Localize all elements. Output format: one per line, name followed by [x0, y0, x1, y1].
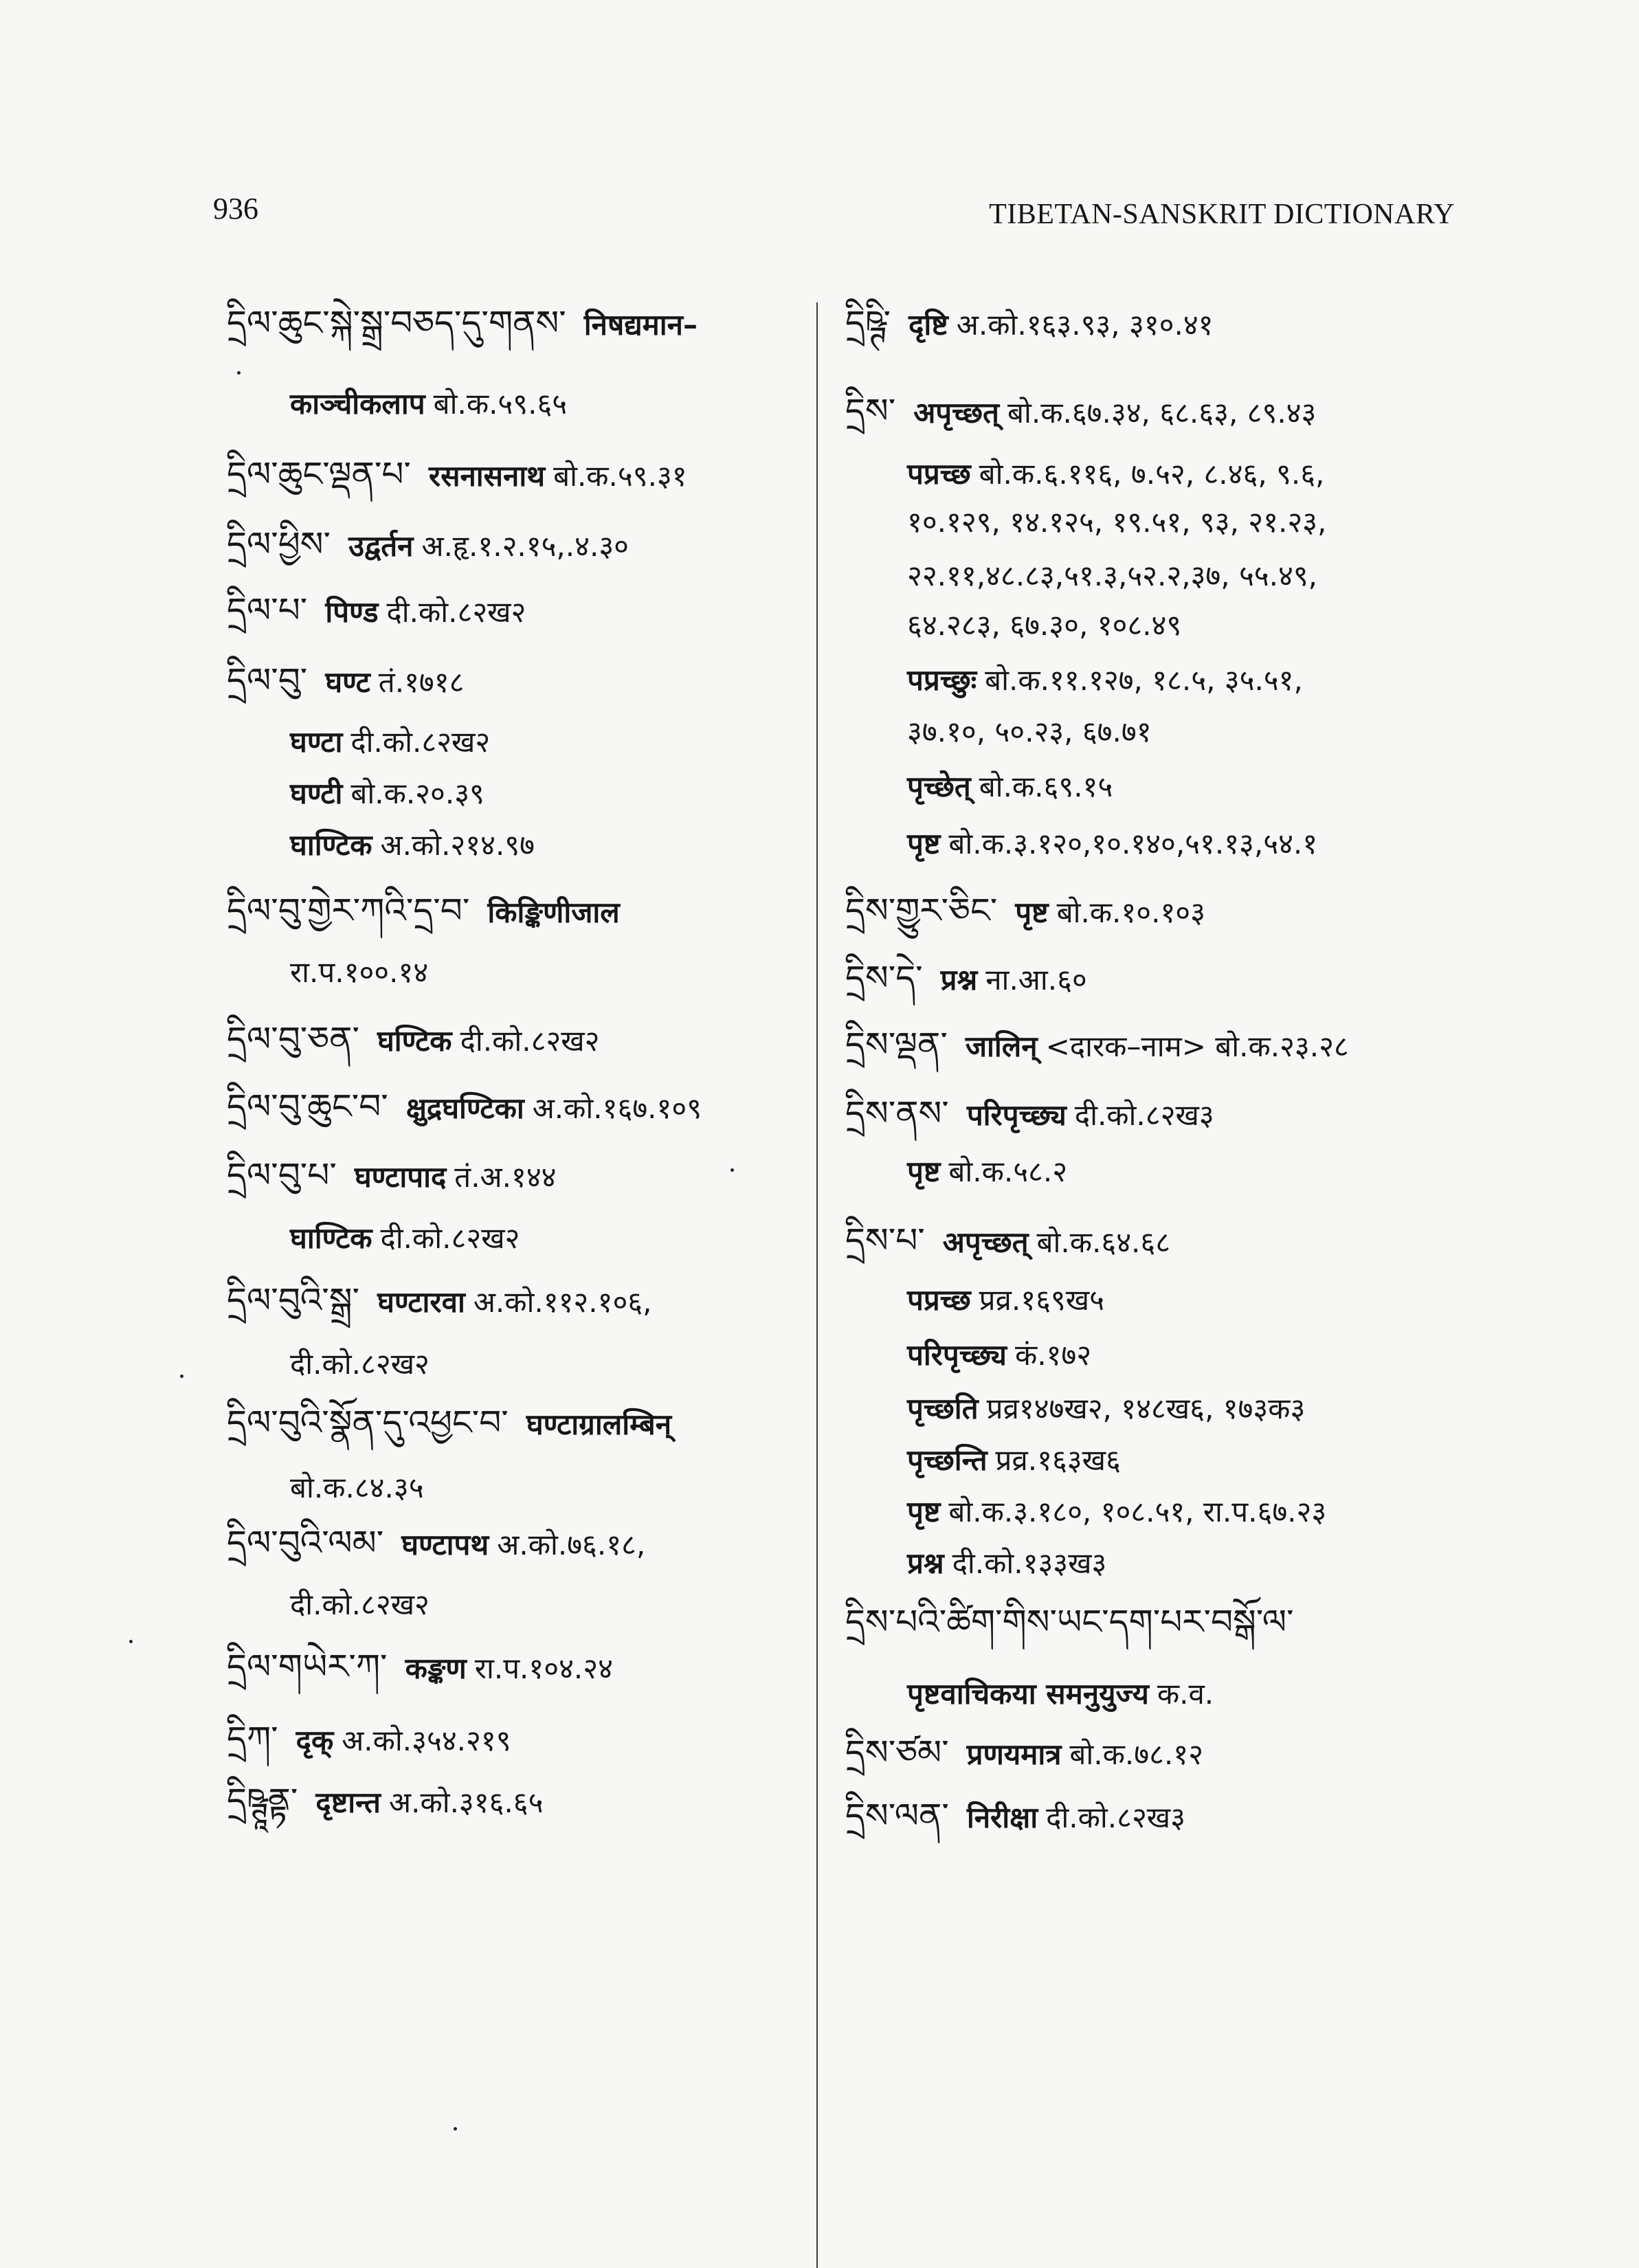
source-reference: बो.क.३.१८०, १०८.५१, रा.प.६७.२३ [948, 1495, 1327, 1528]
source-reference: प्रव्र.१६३ख६ [995, 1443, 1121, 1477]
sanskrit-equivalent: घाण्टिक [290, 1221, 372, 1255]
entry-continuation [907, 1151, 1067, 1192]
entry-continuation [290, 952, 428, 993]
entry-continuation [290, 383, 567, 425]
source-reference: तं.१७१८ [378, 665, 465, 699]
sanskrit-equivalent: पृष्ट [1015, 896, 1049, 929]
tibetan-headword: དྲིལ་བུའི་སྣོན་དུ་འཕྱང་བ་ [227, 1403, 509, 1443]
sanskrit-equivalent: घण्ट [325, 665, 370, 699]
dictionary-entry [845, 390, 1316, 432]
dictionary-entry [845, 1220, 1170, 1261]
scan-speck [731, 1168, 734, 1172]
source-reference: दी.को.८२ख२ [380, 1221, 520, 1255]
source-reference: २२.११,४८.८३,५१.३,५२.२,३७, ५५.४९, [907, 559, 1318, 592]
sanskrit-equivalent: पृच्छति [907, 1392, 979, 1425]
sanskrit-equivalent: उद्वर्तन [348, 529, 414, 563]
entry-continuation [907, 1280, 1104, 1321]
sanskrit-equivalent: अपृच्छत् [942, 1225, 1029, 1259]
sanskrit-equivalent: पृच्छन्ति [907, 1443, 988, 1477]
tibetan-headword: དྲིཥྚཱནྟ་ [227, 1781, 298, 1821]
entry-continuation [290, 1467, 424, 1509]
source-reference: ना.आ.६० [985, 963, 1087, 997]
page-number: 936 [213, 192, 258, 225]
sanskrit-equivalent: घाण्टिक [290, 828, 372, 862]
sanskrit-equivalent: पृष्ट [907, 1155, 941, 1188]
sanskrit-equivalent: घण्टापाद [354, 1160, 447, 1194]
sanskrit-equivalent: निरीक्षा [966, 1801, 1038, 1834]
sanskrit-equivalent: पप्रच्छ [907, 457, 971, 491]
source-reference: रा.प.१००.१४ [290, 955, 429, 989]
entry-continuation [290, 722, 490, 763]
tibetan-headword: དྲིས་ལན་ [845, 1796, 949, 1836]
source-reference: बो.क.३.१२०,१०.१४०,५१.१३,५४.१ [948, 827, 1318, 860]
dictionary-entry [227, 1718, 511, 1759]
source-reference: दी.को.८२ख२ [290, 1588, 430, 1621]
source-reference: बो.क.६९.१५ [979, 770, 1113, 803]
source-reference: रा.प.१०४.२४ [474, 1652, 613, 1685]
sanskrit-equivalent: रसनासनाथ [428, 459, 546, 493]
sanskrit-equivalent: निषद्यमान– [583, 308, 698, 342]
sanskrit-equivalent: पृच्छेत् [907, 770, 971, 803]
sanskrit-equivalent: परिपृच्छ्य [907, 1338, 1007, 1372]
tibetan-headword: དྲིལ་བུ་ཅན་ [227, 1019, 359, 1059]
sanskrit-equivalent: किङ्किणीजाल [487, 896, 620, 929]
source-reference: बो.क.८४.३५ [290, 1471, 424, 1504]
scan-speck [237, 371, 241, 375]
tibetan-headword: དྲིས་ [845, 391, 896, 431]
entry-continuation [907, 1440, 1121, 1481]
sanskrit-equivalent: अपृच्छत् [913, 396, 999, 430]
entry-continuation [907, 711, 1152, 753]
tibetan-headword: དྲིས་ལྡན་ [845, 1025, 948, 1065]
source-reference: प्रव्र.१६९ख५ [979, 1283, 1104, 1317]
source-reference: दी.को.८२ख२ [460, 1024, 600, 1058]
dictionary-entry [227, 660, 464, 701]
entry-continuation [907, 660, 1303, 701]
source-reference: दी.को.१३३ख३ [952, 1546, 1107, 1580]
source-reference: बो.क.५९.३१ [553, 459, 687, 493]
tibetan-headword: དྲིཥྚི་ [845, 303, 891, 343]
dictionary-entry [845, 302, 1214, 344]
sanskrit-equivalent: दृष्टि [908, 308, 948, 342]
sanskrit-equivalent: घण्टारवा [377, 1285, 465, 1319]
tibetan-headword: དྲིལ་ཕྱིས་ [227, 524, 331, 564]
tibetan-headword: དྲིལ་གཡེར་ཀ་ [227, 1647, 388, 1687]
sanskrit-equivalent: घण्टिक [377, 1024, 452, 1058]
entry-continuation [290, 1344, 430, 1385]
source-reference: दी.को.८२ख३ [1046, 1801, 1186, 1834]
dictionary-entry [227, 1402, 680, 1443]
source-reference: अ.को.१६७.१०९ [532, 1091, 702, 1125]
sanskrit-equivalent: प्रश्न [940, 963, 978, 997]
tibetan-headword: དྲིལ་བུ་པ་ [227, 1155, 337, 1195]
source-reference: दी.को.८२ख२ [350, 725, 491, 759]
column-divider [816, 302, 818, 2268]
source-reference: बो.क.५९.६५ [433, 387, 568, 421]
source-reference: बो.क.६.११६, ७.५२, ८.४६, ९.६, [979, 457, 1325, 491]
dictionary-entry [227, 1155, 557, 1196]
entry-continuation [907, 766, 1113, 808]
source-reference: अ.को.१६३.९३, ३१०.४१ [956, 308, 1214, 342]
sanskrit-equivalent: घण्टाग्रालम्बिन् [526, 1408, 672, 1441]
tibetan-headword: དྲིལ་པ་ [227, 590, 308, 630]
sanskrit-equivalent: दृक् [296, 1724, 334, 1757]
sanskrit-equivalent: पृष्टवाचिकया समनुयुज्य [907, 1677, 1149, 1711]
tibetan-headword: དྲིལ་བུ་ཆུང་བ་ [227, 1087, 388, 1126]
entry-continuation [907, 1388, 1305, 1430]
dictionary-entry [227, 590, 526, 631]
dictionary-entry [845, 1601, 1312, 1643]
tibetan-headword: དྲིལ་ཆུང་སྐེ་སྒྲ་བཅད་དུ་གནས་ [227, 303, 566, 343]
dictionary-entry [227, 454, 687, 495]
source-reference: दी.को.८२ख२ [290, 1347, 430, 1381]
entry-continuation [907, 555, 1317, 597]
tibetan-headword: དྲིལ་བུའི་ལམ་ [227, 1523, 384, 1563]
source-reference: ६४.२८३, ६७.३०, १०८.४९ [907, 608, 1182, 642]
source-reference: बो.क.७८.१२ [1069, 1737, 1203, 1771]
scan-speck [454, 2127, 457, 2131]
dictionary-entry [227, 1019, 599, 1060]
running-title: TIBETAN-SANSKRIT DICTIONARY [989, 199, 1455, 230]
source-reference: बो.क.५८.२ [948, 1155, 1068, 1188]
entry-continuation [290, 773, 484, 814]
tibetan-headword: དྲིས་གྱུར་ཅིང་ [845, 891, 998, 931]
dictionary-entry [227, 1646, 613, 1687]
tibetan-headword: དྲིས་ནས་ [845, 1093, 949, 1133]
sanskrit-equivalent: घण्टा [290, 725, 343, 759]
source-reference: क.व. [1157, 1677, 1214, 1711]
sanskrit-equivalent: काञ्चीकलाप [290, 387, 425, 421]
source-reference: बो.क.६४.६८ [1036, 1225, 1171, 1259]
dictionary-entry [845, 1732, 1203, 1773]
source-reference: अ.को.३१६.६५ [389, 1786, 544, 1819]
entry-continuation [907, 1543, 1106, 1584]
tibetan-headword: དྲིས་ཙམ་ [845, 1733, 949, 1772]
sanskrit-equivalent: पिण्ड [325, 595, 379, 629]
source-reference: बो.क.६७.३४, ६८.६३, ८९.४३ [1007, 396, 1317, 430]
sanskrit-equivalent: दृष्टान्त [315, 1786, 381, 1819]
source-reference: बो.क.११.१२७, १८.५, ३५.५१, [985, 663, 1303, 697]
source-reference: अ.को.३५४.२१९ [342, 1724, 511, 1757]
dictionary-entry [845, 957, 1087, 999]
sanskrit-equivalent: पृष्ट [907, 1495, 941, 1528]
source-reference: कं.१७२ [1014, 1338, 1092, 1372]
tibetan-headword: དྲིས་པའི་ཚིག་གིས་ཡང་དག་པར་བསྒོ་ལ་ [845, 1602, 1294, 1642]
sanskrit-equivalent: जालिन् [965, 1030, 1038, 1063]
dictionary-entry [845, 1795, 1185, 1836]
source-reference: अ.को.११२.१०६, [473, 1285, 652, 1319]
sanskrit-equivalent: परिपृच्छ्य [966, 1098, 1067, 1132]
source-reference: दी.को.८२ख२ [386, 595, 526, 629]
dictionary-entry [227, 1522, 645, 1564]
tibetan-headword: དྲིལ་བུ་གྱེར་ཀའི་དྲ་བ་ [227, 891, 470, 931]
source-reference: अ.को.२१४.९७ [380, 828, 535, 862]
source-reference: ३७.१०, ५०.२३, ६७.७१ [907, 715, 1152, 748]
dictionary-entry [227, 890, 628, 931]
tibetan-headword: དྲིལ་བུ་ [227, 660, 308, 700]
source-reference: बो.क.२०.३९ [350, 777, 484, 810]
sanskrit-equivalent: कङ्कण [405, 1652, 467, 1685]
source-reference: तं.अ.१४४ [454, 1160, 557, 1194]
entry-continuation [907, 454, 1324, 495]
source-reference: १०.१२९, १४.१२५, १९.५१, ९३, २१.२३, [907, 505, 1327, 539]
entry-continuation [907, 1491, 1326, 1533]
tibetan-headword: དྲིས་དེ་ [845, 958, 923, 998]
dictionary-entry [227, 1780, 543, 1821]
dictionary-entry [227, 1086, 702, 1127]
entry-continuation [290, 825, 535, 866]
sanskrit-equivalent: घण्टापथ [401, 1528, 489, 1561]
dictionary-entry [227, 1280, 652, 1321]
source-reference: प्रव्र१४७ख२, १४८ख६, १७३क३ [986, 1392, 1306, 1425]
dictionary-entry [845, 1093, 1214, 1134]
sanskrit-equivalent: पप्रच्छ [907, 1283, 971, 1317]
tibetan-headword: དྲིལ་བུའི་སྒྲ་ [227, 1280, 360, 1320]
entry-continuation [907, 823, 1317, 865]
entry-continuation [907, 1674, 1214, 1715]
dictionary-entry [227, 302, 706, 344]
sanskrit-equivalent: पप्रच्छुः [907, 663, 977, 697]
source-reference: अ.को.७६.१८, [497, 1528, 646, 1561]
source-reference: बो.क.१०.१०३ [1056, 896, 1205, 929]
entry-continuation [907, 502, 1326, 543]
source-reference: दी.को.८२ख३ [1074, 1098, 1214, 1132]
dictionary-entry [845, 1024, 1349, 1065]
entry-continuation [907, 605, 1181, 646]
source-reference: अ.हृ.१.२.१५,.४.३० [421, 529, 629, 563]
sanskrit-equivalent: पृष्ट [907, 827, 941, 860]
dictionary-entry [845, 890, 1205, 931]
dictionary-entry [227, 524, 629, 565]
sanskrit-equivalent: घण्टी [290, 777, 343, 810]
scan-speck [180, 1375, 183, 1378]
source-reference: <दारक–नाम> बो.क.२३.२८ [1045, 1030, 1349, 1063]
entry-continuation [907, 1335, 1091, 1376]
sanskrit-equivalent: प्रणयमात्र [966, 1737, 1062, 1771]
sanskrit-equivalent: क्षुद्रघण्टिका [405, 1091, 524, 1125]
sanskrit-equivalent: प्रश्न [907, 1546, 944, 1580]
tibetan-headword: དྲིལ་ཆུང་ལྡན་པ་ [227, 454, 411, 494]
entry-continuation [290, 1218, 520, 1259]
tibetan-headword: དྲིས་པ་ [845, 1221, 925, 1260]
scan-speck [129, 1640, 133, 1643]
tibetan-headword: དྲིཀ་ [227, 1719, 278, 1759]
entry-continuation [290, 1584, 430, 1625]
